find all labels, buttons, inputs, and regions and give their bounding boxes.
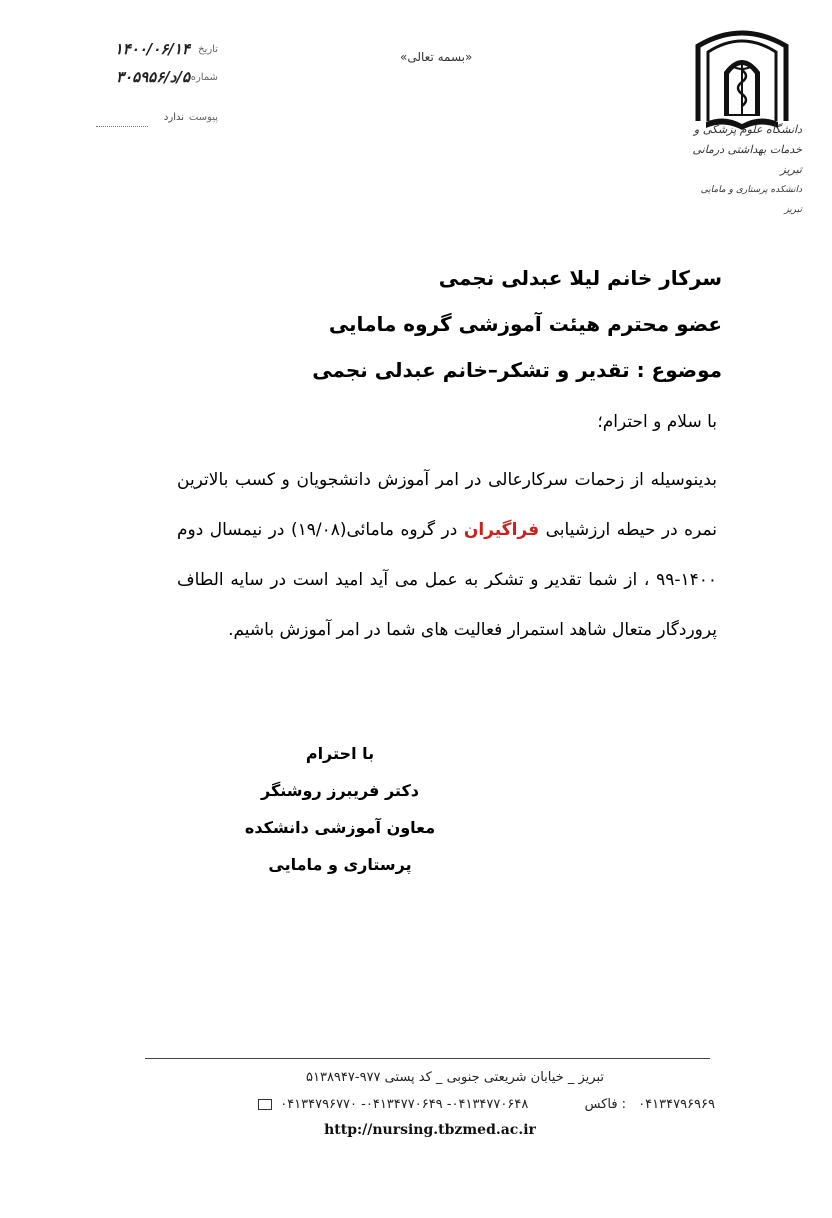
fax-number: ۰۴۱۳۴۷۹۶۹۶۹: [638, 1097, 715, 1112]
greeting: با سلام و احترام؛: [597, 412, 717, 432]
bismillah: «بسمه تعالی»: [400, 50, 473, 64]
number-value: ۵/د/۳۰۵۹۵۶: [115, 68, 190, 86]
date-row: [88, 40, 218, 60]
footer-address: تبریز _ خیابان شریعتی جنوبی _ کد پستی ۹۷۷-۵۱۳۸۹۴۷: [306, 1070, 604, 1085]
letter-body: [177, 455, 717, 655]
recipient-position: عضو محترم هیئت آموزشی گروه مامایی: [328, 312, 722, 336]
attachment-row: [88, 108, 218, 128]
recipient-block: [122, 255, 722, 393]
number-row: [88, 68, 218, 88]
signatory-title: معاون آموزشی دانشکده: [244, 818, 436, 837]
phone-icon: [258, 1099, 272, 1110]
website-link[interactable]: http://nursing.tbzmed.ac.ir: [324, 1122, 536, 1138]
letter-body-part2: در گروه مامائی(۱۹/۰۸) در نیمسال دوم ۱۴۰۰-۹۹ ، از شما تقدیر و تشکر به عمل می آید امید است در سایه الطاف پروردگار متعال شاهد استمرار فعالیت های شما در امر آموزش باشیم.: [177, 520, 717, 640]
signatory-name: دکتر فریبرز روشنگر: [261, 781, 419, 800]
attachment-label: پیوست: [188, 112, 218, 123]
number-label: شماره: [190, 72, 218, 83]
letter-body-part1: بدینوسیله از زحمات سرکارعالی در امر آموزش دانشجویان و کسب بالاترین نمره در حیطه ارزشیابی: [177, 470, 718, 540]
footer-contact: [165, 1097, 715, 1112]
logo-caption-line3: دانشکده پرستاری و مامایی تبریز: [700, 185, 802, 215]
logo-caption-line2: خدمات بهداشتی درمانی تبریز: [692, 143, 802, 176]
logo-caption: [682, 120, 802, 220]
attachment-dotted-line: [96, 126, 148, 127]
recipient-name: سرکار خانم لیلا عبدلی نجمی: [438, 266, 722, 290]
date-value: ۱۴۰۰/۰۶/۱۴: [114, 40, 190, 58]
highlighted-word: فراگیران: [463, 520, 540, 540]
signature-block: [190, 735, 490, 883]
date-label: تاریخ: [198, 44, 218, 55]
subject-line: موضوع : تقدیر و تشکر–خانم عبدلی نجمی: [312, 358, 722, 382]
attachment-value: ندارد: [163, 112, 184, 123]
logo-caption-line1: دانشگاه علوم پزشکی و: [693, 123, 802, 136]
footer-divider: [145, 1058, 710, 1059]
signature-closing: با احترام: [305, 744, 375, 763]
signatory-faculty: پرستاری و مامایی: [268, 855, 412, 874]
phone-numbers: ۰۴۱۳۴۷۷۰۶۴۸- ۰۴۱۳۴۷۷۰۶۴۹- ۰۴۱۳۴۷۹۶۷۷۰: [280, 1097, 529, 1112]
fax-label: : فاکس: [584, 1097, 627, 1112]
